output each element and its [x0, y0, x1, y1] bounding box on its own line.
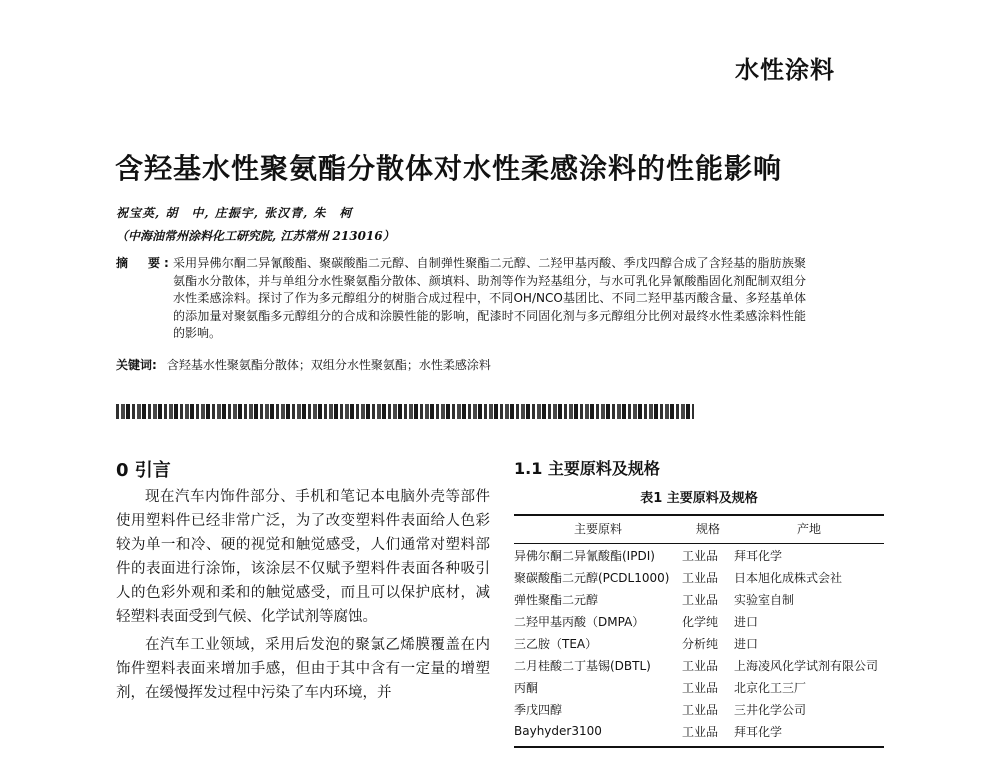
- abstract: [116, 255, 806, 343]
- table-cell: 工业品: [682, 592, 719, 607]
- column-header: 主要原料: [514, 515, 682, 544]
- table-cell: 三乙胺（TEA）: [514, 636, 598, 651]
- table-cell: 工业品: [682, 680, 719, 695]
- table-header-row: [514, 515, 884, 544]
- table-cell: 进口: [734, 636, 759, 651]
- table-cell: 分析纯: [682, 636, 719, 651]
- section-tag: 水性涂料: [735, 56, 835, 84]
- materials-table: [514, 514, 884, 748]
- article-title: 含羟基水性聚氨酯分散体对水性柔感涂料的性能影响: [115, 152, 783, 185]
- table-cell: 聚碳酸酯二元醇(PCDL1000): [514, 570, 670, 585]
- table-cell: Bayhyder3100: [514, 720, 682, 747]
- materials-heading: 1.1 主要原料及规格: [514, 459, 660, 478]
- keywords-label: 关键词:: [116, 358, 157, 372]
- table-cell: 工业品: [682, 702, 719, 717]
- table-row: [514, 654, 884, 676]
- table-row: [514, 632, 884, 654]
- table-cell: 工业品: [682, 658, 719, 673]
- scan-noise-divider: [116, 404, 694, 419]
- materials-table-wrap: [514, 514, 884, 748]
- table-row: [514, 588, 884, 610]
- table-row: [514, 676, 884, 698]
- table-row: [514, 720, 884, 747]
- intro-paragraph: 在汽车工业领域，采用后发泡的聚氯乙烯膜覆盖在内饰件塑料表面来增加手感，但由于其中含有一定量的增塑剂，在缓慢挥发过程中污染了车内环境，并: [116, 637, 490, 701]
- intro-heading: 0 引言: [116, 460, 171, 481]
- abstract-text: 采用异佛尔酮二异氰酸酯、聚碳酸酯二元醇、自制弹性聚酯二元醇、二羟甲基丙酸、季戊四醇合成了含羟基的脂肪族聚氨酯水分散体，并与单组分水性聚氨酯分散体、颜填料、助剂等作为羟基组分，与水可乳化异氰酸酯固化剂配制双组分水性柔感涂料。探讨了作为多元醇组分的树脂合成过程中，不同OH/NCO基团比、不同二羟甲基丙酸含量、多羟基单体的添加量对聚氨酯多元醇组分的合成和涂膜性能的影响，配漆时不同固化剂与多元醇组分比例对最终水性柔感涂料性能的影响。: [173, 256, 806, 340]
- table-row: [514, 610, 884, 632]
- intro-body: [116, 485, 490, 705]
- table-cell: 丙酮: [514, 680, 539, 695]
- table-cell: 异佛尔酮二异氰酸酯(IPDI): [514, 548, 655, 563]
- keywords-text: 含羟基水性聚氨酯分散体；双组分水性聚氨酯；水性柔感涂料: [166, 358, 491, 372]
- table-cell: 实验室自制: [734, 592, 795, 607]
- table-cell: 进口: [734, 614, 759, 629]
- table-cell: 工业品: [682, 548, 719, 563]
- authors: 祝宝英, 胡 中, 庄振宇, 张汉青, 朱 柯: [116, 206, 353, 220]
- table-row: [514, 566, 884, 588]
- intro-paragraph: 现在汽车内饰件部分、手机和笔记本电脑外壳等部件使用塑料件已经非常广泛，为了改变塑料件表面给人色彩较为单一和冷、硬的视觉和触觉感受，人们通常对塑料部件的表面进行涂饰，该涂层不仅赋予塑料件表面各种吸引人的色彩外观和柔和的触觉感受，而且可以保护底材，减轻塑料表面受到气候、化学试剂等腐蚀。: [116, 489, 490, 625]
- table-cell: 工业品: [682, 570, 719, 585]
- table-cell: 弹性聚酯二元醇: [514, 592, 599, 607]
- table-cell: 化学纯: [682, 614, 719, 629]
- table-cell: 季戊四醇: [514, 702, 563, 717]
- keywords: [116, 356, 491, 373]
- table-cell: 二羟甲基丙酸（DMPA）: [514, 614, 645, 629]
- table-row: [514, 544, 884, 567]
- table-cell: 日本旭化成株式会社: [734, 570, 843, 585]
- table-cell: 北京化工三厂: [734, 680, 807, 695]
- table-row: [514, 698, 884, 720]
- affiliation: （中海油常州涂料化工研究院, 江苏常州 213016）: [116, 229, 395, 243]
- table-cell: 二月桂酸二丁基锡(DBTL): [514, 658, 651, 673]
- table-cell: 拜耳化学: [734, 548, 783, 563]
- table-cell: 三井化学公司: [734, 702, 807, 717]
- abstract-label: 摘 要:: [116, 256, 173, 270]
- column-header: 规格: [682, 515, 734, 544]
- column-header: 产地: [734, 515, 884, 544]
- table-cell: 工业品: [682, 720, 734, 747]
- table-cell: 上海凌风化学试剂有限公司: [734, 658, 879, 673]
- table-caption: 表1 主要原料及规格: [640, 491, 758, 506]
- table-cell: 拜耳化学: [734, 720, 884, 747]
